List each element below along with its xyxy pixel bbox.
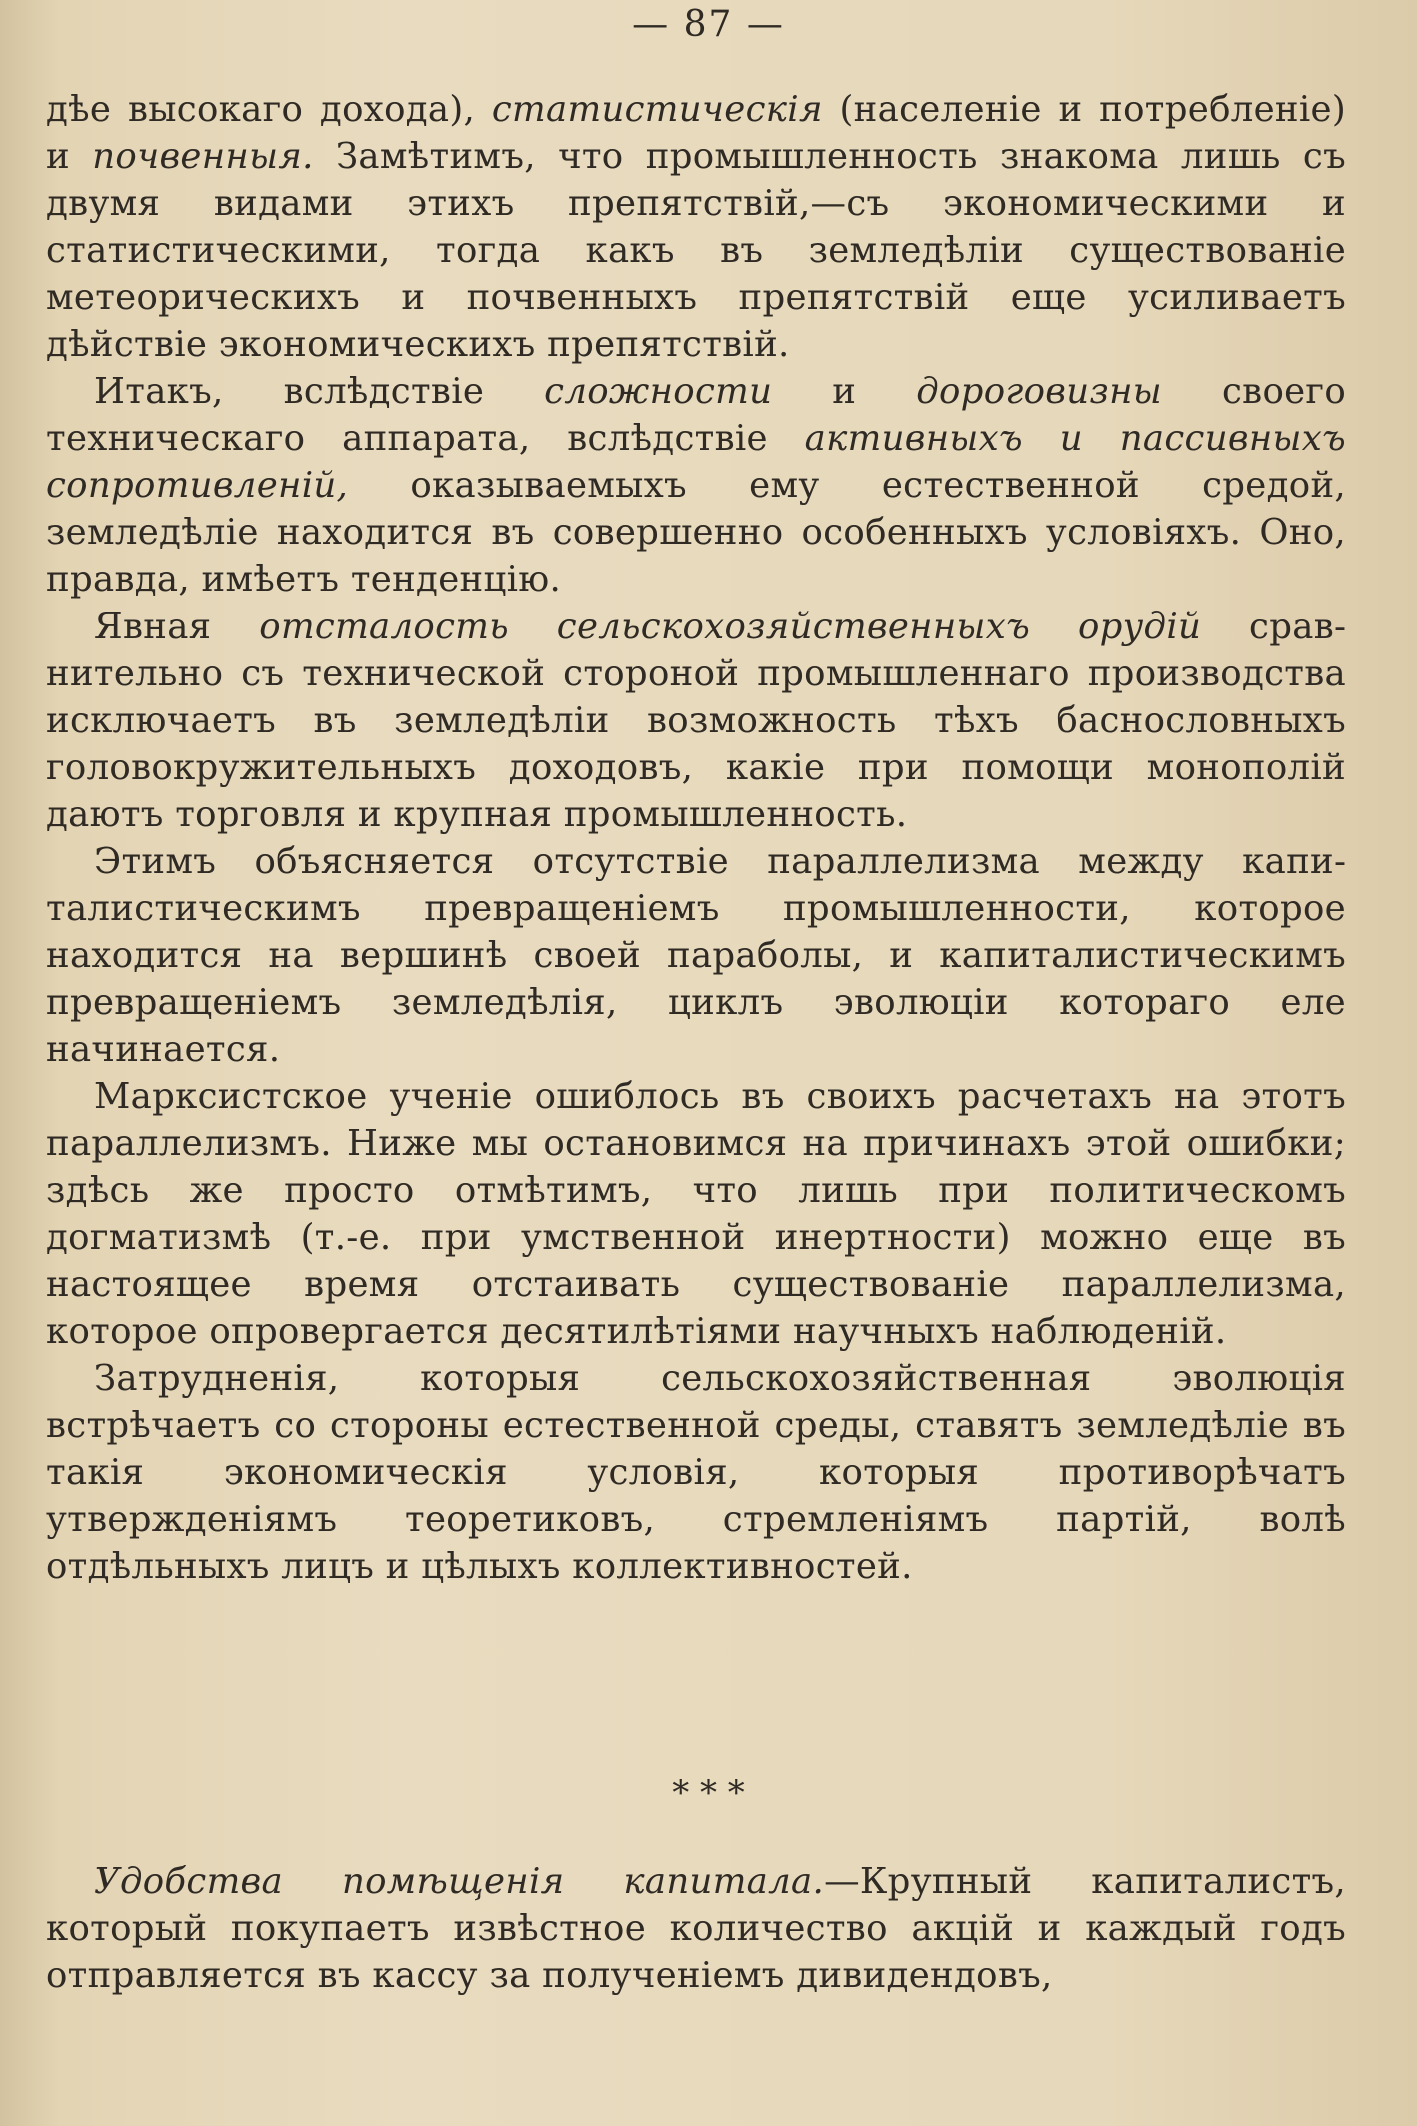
text-run: дѣе высокаго дохода), [46,89,492,130]
italic-run: статистическія [491,89,823,130]
italic-run: сложности [544,371,773,412]
text-run: сравнительно съ технической стороной промышленнаго производства исключаетъ въ земледѣліи возможность тѣхъ баснословныхъ головокружительныхъ доходовъ, какіе при помощи монополій даютъ торговля и крупная промышленность. [46,606,1347,835]
italic-run: дороговизны [916,371,1162,412]
section-heading: Удобства помѣщенія капитала. [94,1861,825,1902]
text-run: и [772,371,917,412]
text-run: Этимъ объясняется отсутствіе параллелизма между капиталистическимъ превращеніемъ промышленности, которое находится на вершинѣ своей параболы, и капиталистическимъ превращеніемъ земледѣлія, циклъ эволюціи котораго еле начинается. [46,841,1346,1070]
text-run: оказываемыхъ ему естественной средой, земледѣліе находится въ совершенно особенныхъ условіяхъ. Оно, правда, имѣетъ тенденцію. [46,465,1346,600]
section-text: —Крупный капиталистъ, который покупаетъ извѣстное количество акцій и каждый годъ отправляется въ кассу за полученіемъ дивидендовъ, [46,1861,1346,1996]
text-run: Замѣтимъ, что промышленность знакома лишь съ двумя видами этихъ препятствій,—съ экономическими и статистическими, тогда какъ въ земледѣліи существованіе метеорическихъ и почвенныхъ препятствій еще усиливаетъ дѣйствіе экономическихъ препятствій. [46,136,1346,365]
section-block [46,1858,1346,1999]
text-run: своего техническаго аппарата, вслѣдствіе [46,371,1346,459]
italic-run: отсталость сельскохозяйственныхъ орудій [259,606,1202,647]
text-run: Марксистское ученіе ошиблось въ своихъ расчетахъ на этотъ параллелизмъ. Ниже мы остановимся на причинахъ этой ошибки; здѣсь же просто отмѣтимъ, что лишь при политическомъ догматизмѣ (т.-е. при умственной инертности) можно еще въ настоящее время отстаивать существованіе параллелизма, которое опровергается десятилѣтіями научныхъ наблюденій. [46,1076,1346,1352]
body-text [46,86,1346,1590]
page-number: — 87 — [632,4,785,45]
text-run: (населеніе и потребленіе) и [46,89,1346,177]
italic-run: почвенныя. [92,136,314,177]
section-separator: * * * [672,1773,745,1813]
text-run: Явная [94,606,260,647]
paragraph-5 [46,1073,1346,1355]
text-run: Итакъ, вслѣдствіе [94,371,545,412]
paragraph-4 [46,838,1346,1073]
paragraph-2 [46,368,1346,603]
text-run: Затрудненія, которыя сельскохозяйственная эволюція встрѣчаетъ со стороны естественной среды, ставятъ земледѣліе въ такія экономическія условія, которыя противорѣчатъ утвержденіямъ теоретиковъ, стремленіямъ партій, волѣ отдѣльныхъ лицъ и цѣлыхъ коллективностей. [46,1358,1346,1587]
italic-run: активныхъ и пассивныхъ сопротивленій, [46,418,1347,506]
paragraph-1 [46,86,1346,368]
section-paragraph [46,1858,1346,1999]
paragraph-3 [46,603,1346,838]
paragraph-6 [46,1355,1346,1590]
